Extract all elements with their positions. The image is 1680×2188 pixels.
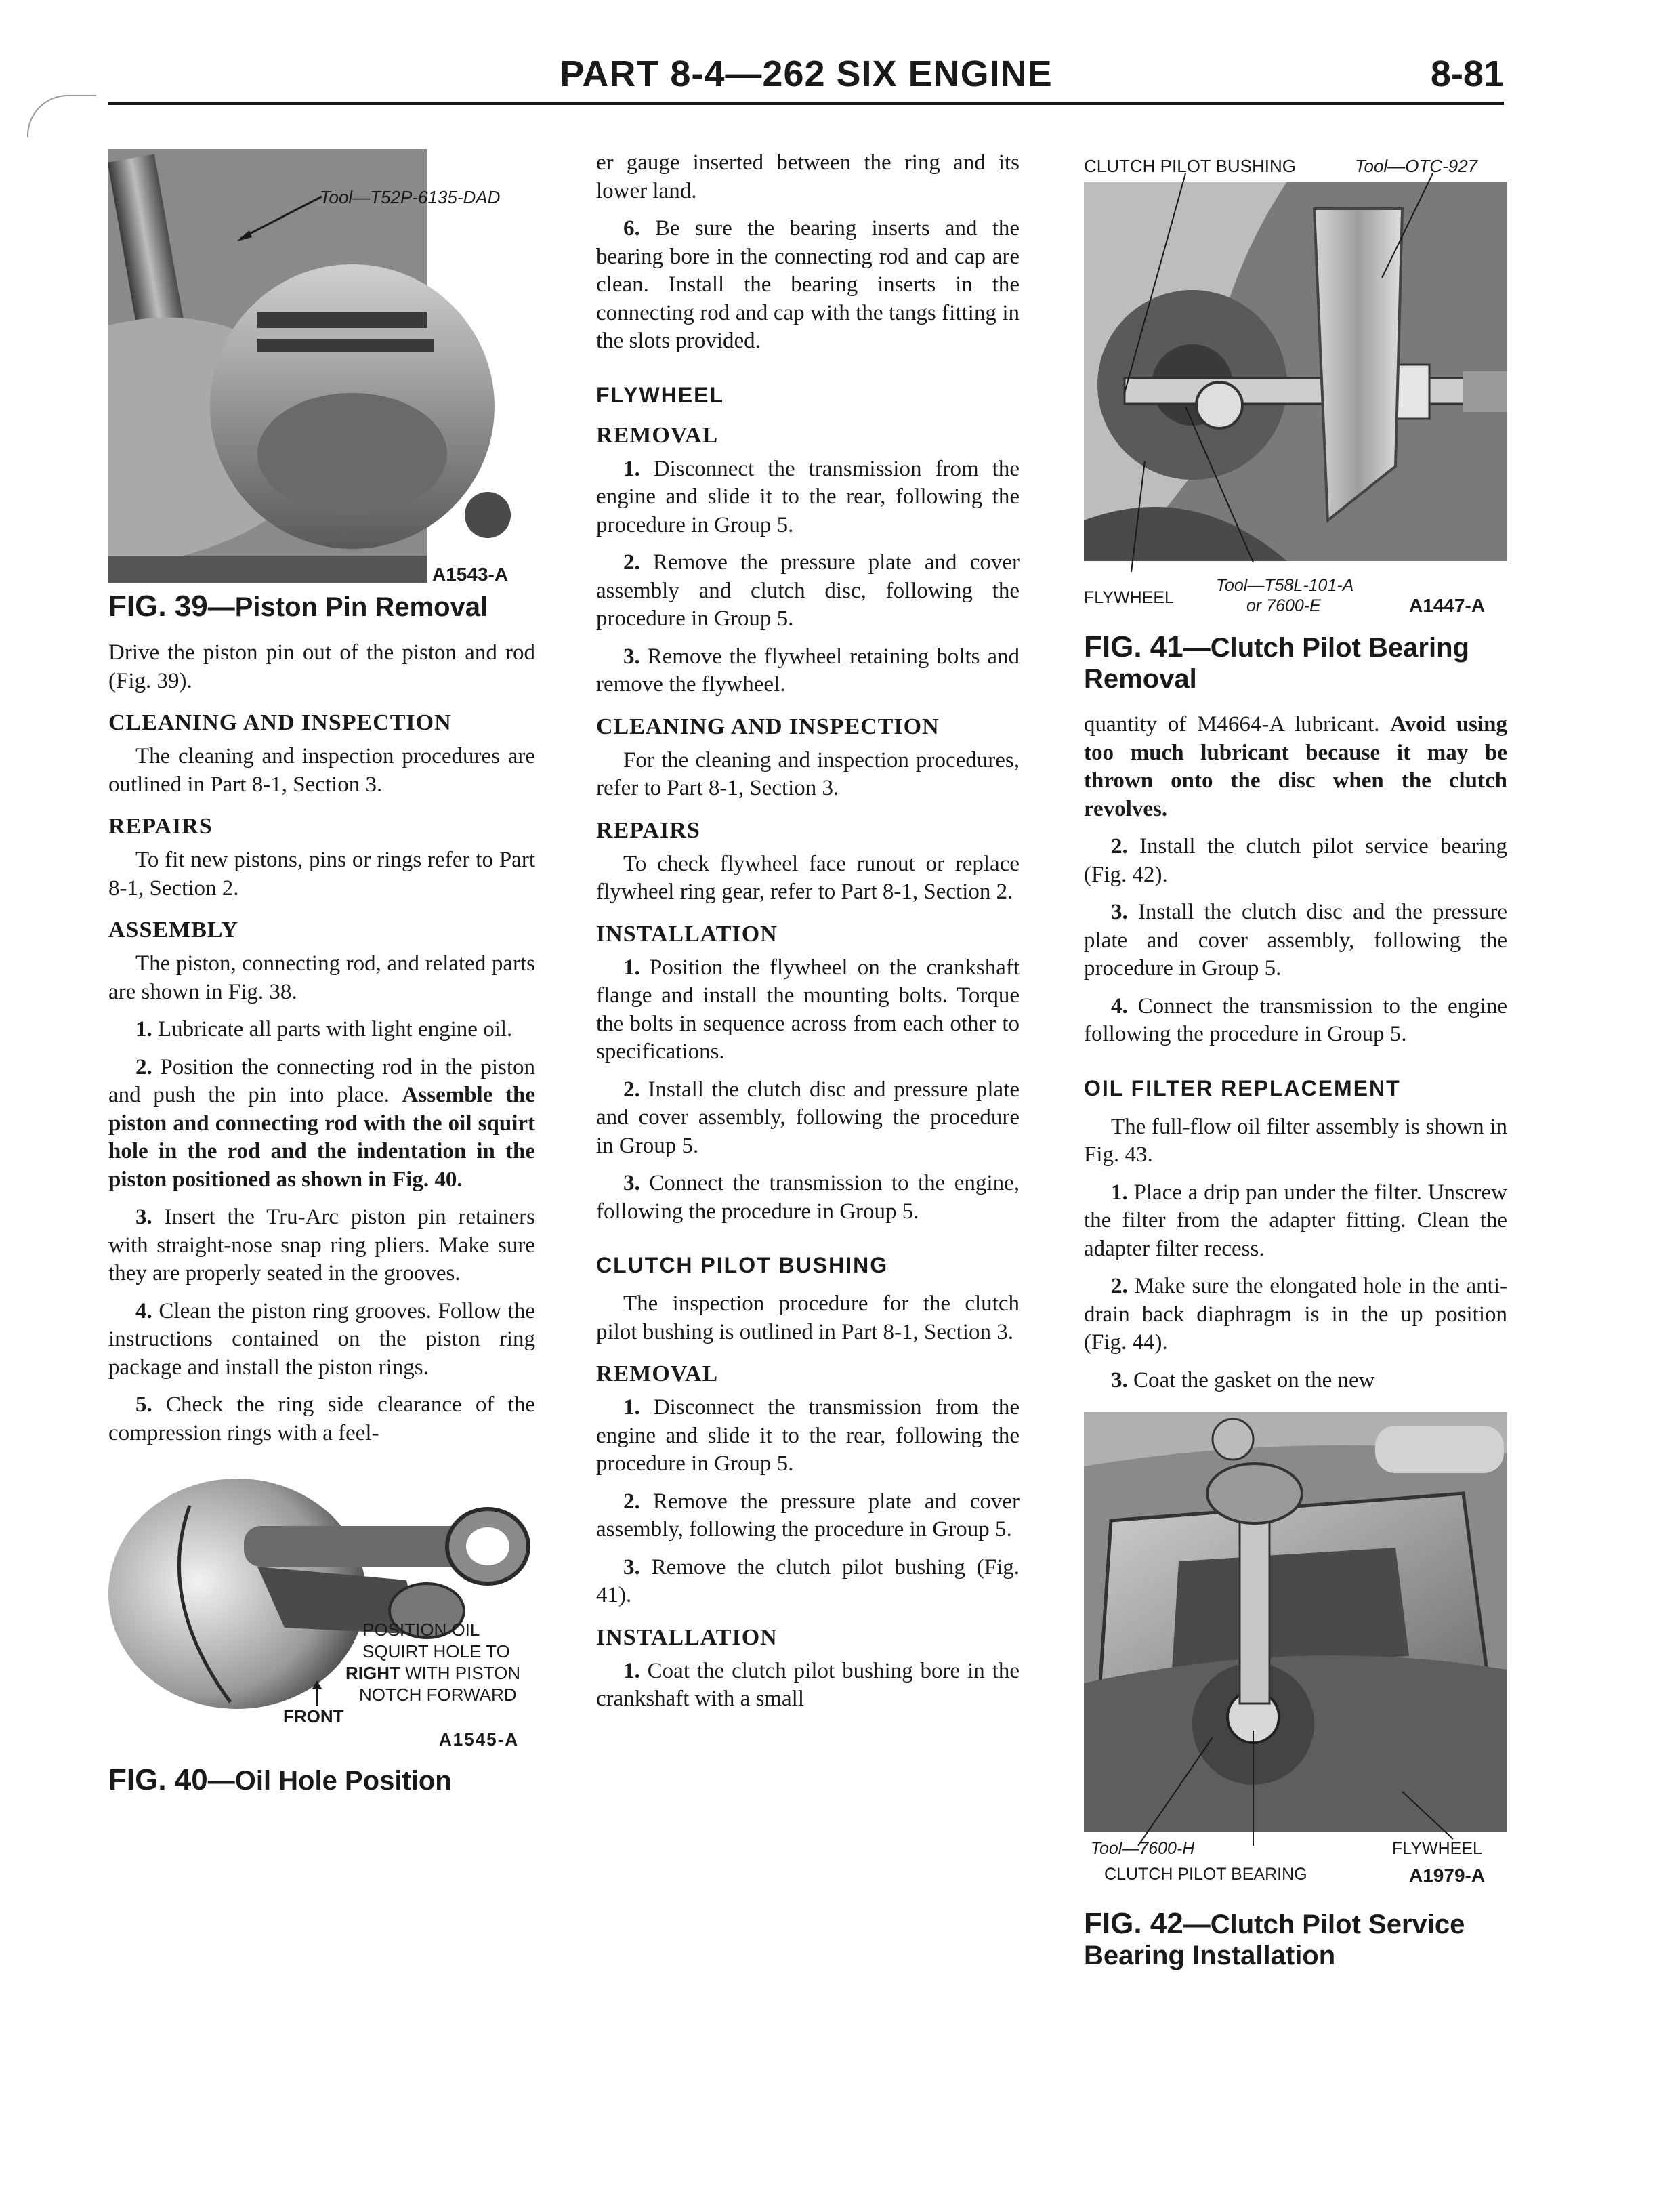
col1-repairs-text: To fit new pistons, pins or rings refer to Part 8-1, Section 2. bbox=[108, 848, 535, 901]
fig40-front-label: FRONT bbox=[283, 1706, 344, 1727]
fig42-caption: FIG. 42—Clutch Pilot Service Bearing Installation bbox=[1084, 1907, 1465, 1970]
page-title: PART 8-4—262 SIX ENGINE bbox=[560, 54, 1053, 94]
flywheel-install-step-3: 3. Connect the transmission to the engine, following the procedure in Group 5. bbox=[596, 1171, 1020, 1224]
fig39-tool-label: Tool—T52P-6135-DAD bbox=[320, 187, 501, 207]
col1-heading-cleaning: CLEANING AND INSPECTION bbox=[108, 710, 452, 735]
col2-continuation: er gauge inserted between the ring and its lower land. bbox=[596, 150, 1020, 203]
bushing-install-step-4: 4. Connect the transmission to the engine following the procedure in Group 5. bbox=[1084, 993, 1507, 1046]
assembly-step-4: 4. Clean the piston ring grooves. Follow the instructions contained on the piston ring package and install the piston rings. bbox=[108, 1298, 535, 1380]
bushing-install-step-2: 2. Install the clutch pilot service bearing (Fig. 42). bbox=[1084, 834, 1507, 887]
column-2 bbox=[596, 149, 1020, 2161]
page-header bbox=[108, 47, 1504, 108]
col1-heading-repairs: REPAIRS bbox=[108, 814, 213, 839]
flywheel-install-step-1: 1. Position the flywheel on the crankshaft flange and install the mounting bolts. Torque the bolts in sequence across from each other to specifications. bbox=[596, 955, 1020, 1064]
col1-heading-assembly: ASSEMBLY bbox=[108, 917, 238, 943]
fig39-leader-line bbox=[237, 190, 325, 244]
bushing-removal-step-3: 3. Remove the clutch pilot bushing (Fig. 41). bbox=[596, 1554, 1020, 1607]
front-arrow-icon bbox=[310, 1680, 324, 1708]
fig41-flywheel-label: FLYWHEEL bbox=[1084, 588, 1174, 607]
flywheel-removal-step-2: 2. Remove the pressure plate and cover assembly and clutch disc, following the procedure in Group 5. bbox=[596, 550, 1020, 631]
flywheel-repairs-text: To check flywheel face runout or replace flywheel ring gear, refer to Part 8-1, Section 2. bbox=[596, 851, 1020, 904]
figure-40 bbox=[108, 1465, 535, 1756]
assembly-step-6: 6. Be sure the bearing inserts and the bearing bore in the connecting rod and cap are clean. Install the bearing inserts in the connecting rod and cap with the tangs fitting in the slots provided. bbox=[596, 216, 1020, 353]
fig40-label-line4: NOTCH FORWARD bbox=[359, 1685, 517, 1705]
flywheel-removal-step-1: 1. Disconnect the transmission from the engine and slide it to the rear, following the procedure in Group 5. bbox=[596, 456, 1020, 537]
assembly-step-2: 2. Position the connecting rod in the piston and push the pin into place. Assemble the piston and connecting rod with the oil squirt hole in the rod and the indentation in the piston positioned as shown in Fig. 40. bbox=[108, 1054, 536, 1192]
column-1 bbox=[108, 149, 535, 2161]
fig42-flywheel-label: FLYWHEEL bbox=[1392, 1839, 1482, 1858]
column-3 bbox=[1084, 149, 1507, 2161]
section-clutch-pilot-bushing: CLUTCH PILOT BUSHING bbox=[596, 1253, 889, 1277]
fig40-label-line3: RIGHT WITH PISTON bbox=[345, 1663, 521, 1683]
fig40-caption: FIG. 40—Oil Hole Position bbox=[108, 1763, 452, 1796]
col1-intro: Drive the piston pin out of the piston and rod (Fig. 39). bbox=[108, 640, 535, 693]
col1-assembly-text: The piston, connecting rod, and related parts are shown in Fig. 38. bbox=[108, 951, 535, 1004]
oil-filter-intro: The full-flow oil filter assembly is shown in Fig. 43. bbox=[1084, 1114, 1507, 1167]
col3-continuation: quantity of M4664-A lubricant. Avoid using too much lubricant because it may be thrown onto the disc when the clutch revolves. bbox=[1084, 712, 1507, 821]
fig41-tool-bottom-label-2: or 7600-E bbox=[1246, 596, 1321, 615]
flywheel-heading-repairs: REPAIRS bbox=[596, 817, 700, 843]
fig41-tool-top-label: Tool—OTC-927 bbox=[1355, 156, 1478, 176]
fig39-caption: FIG. 39—Piston Pin Removal bbox=[108, 590, 488, 623]
flywheel-heading-installation: INSTALLATION bbox=[596, 921, 778, 947]
fig41-code: A1447-A bbox=[1409, 595, 1486, 616]
assembly-step-3: 3. Insert the Tru-Arc piston pin retainers with straight-nose snap ring pliers. Make sure they are properly seated in the grooves. bbox=[108, 1205, 535, 1285]
flywheel-cleaning-text: For the cleaning and inspection procedures, refer to Part 8-1, Section 3. bbox=[596, 747, 1020, 800]
assembly-step-1: 1. Lubricate all parts with light engine oil. bbox=[135, 1017, 513, 1041]
section-oil-filter-replacement: OIL FILTER REPLACEMENT bbox=[1084, 1075, 1401, 1100]
figure-41 bbox=[1084, 149, 1507, 623]
fig41-tool-bottom-label-1: Tool—T58L-101-A bbox=[1216, 576, 1354, 595]
flywheel-removal-step-3: 3. Remove the flywheel retaining bolts and remove the flywheel. bbox=[596, 644, 1020, 697]
bushing-heading-installation: INSTALLATION bbox=[596, 1624, 778, 1650]
oil-filter-step-2: 2. Make sure the elongated hole in the anti-drain back diaphragm is in the up position (Fig. 44). bbox=[1084, 1274, 1507, 1355]
figure-39 bbox=[108, 149, 535, 583]
bushing-removal-step-2: 2. Remove the pressure plate and cover assembly, following the procedure in Group 5. bbox=[596, 1489, 1020, 1542]
bushing-intro-text: The inspection procedure for the clutch pilot bushing is outlined in Part 8-1, Section 3. bbox=[596, 1292, 1020, 1344]
bushing-install-step-3: 3. Install the clutch disc and the pressure plate and cover assembly, following the procedure in Group 5. bbox=[1084, 900, 1507, 981]
page-number: 8-81 bbox=[1430, 54, 1504, 94]
assembly-step-5: 5. Check the ring side clearance of the compression rings with a feel- bbox=[108, 1392, 535, 1445]
section-flywheel: FLYWHEEL bbox=[596, 382, 725, 407]
fig41-leader-lines bbox=[1084, 169, 1507, 590]
header-rule bbox=[108, 102, 1504, 105]
figure-42 bbox=[1084, 1412, 1507, 1927]
fig40-code: A1545-A bbox=[439, 1729, 520, 1750]
bushing-removal-step-1: 1. Disconnect the transmission from the engine and slide it to the rear, following the procedure in Group 5. bbox=[596, 1395, 1020, 1476]
col1-cleaning-text: The cleaning and inspection procedures are outlined in Part 8-1, Section 3. bbox=[108, 744, 535, 797]
oil-filter-step-1: 1. Place a drip pan under the filter. Unscrew the filter from the adapter fitting. Clean the adapter filter recess. bbox=[1084, 1180, 1507, 1261]
oil-filter-step-3: 3. Coat the gasket on the new bbox=[1111, 1367, 1375, 1392]
fig40-label-line1: POSITION OIL bbox=[362, 1619, 480, 1640]
bushing-heading-removal: REMOVAL bbox=[596, 1361, 719, 1386]
fig41-bushing-label: CLUTCH PILOT BUSHING bbox=[1084, 156, 1297, 176]
flywheel-heading-removal: REMOVAL bbox=[596, 422, 719, 448]
fig39-code: A1543-A bbox=[432, 564, 509, 585]
fig42-tool-label: Tool—7600-H bbox=[1091, 1839, 1195, 1858]
bushing-install-step-1: 1. Coat the clutch pilot bushing bore in the crankshaft with a small bbox=[596, 1658, 1020, 1711]
fig42-leader-lines bbox=[1084, 1710, 1507, 1859]
scan-corner-mark bbox=[27, 95, 96, 137]
flywheel-install-step-2: 2. Install the clutch disc and pressure plate and cover assembly, following the procedure in Group 5. bbox=[596, 1077, 1020, 1158]
fig42-code: A1979-A bbox=[1409, 1865, 1486, 1886]
fig41-caption: FIG. 41—Clutch Pilot Bearing Removal bbox=[1084, 630, 1469, 694]
fig42-bearing-label: CLUTCH PILOT BEARING bbox=[1104, 1865, 1307, 1884]
flywheel-heading-cleaning: CLEANING AND INSPECTION bbox=[596, 714, 940, 739]
fig40-label-line2: SQUIRT HOLE TO bbox=[362, 1641, 510, 1661]
